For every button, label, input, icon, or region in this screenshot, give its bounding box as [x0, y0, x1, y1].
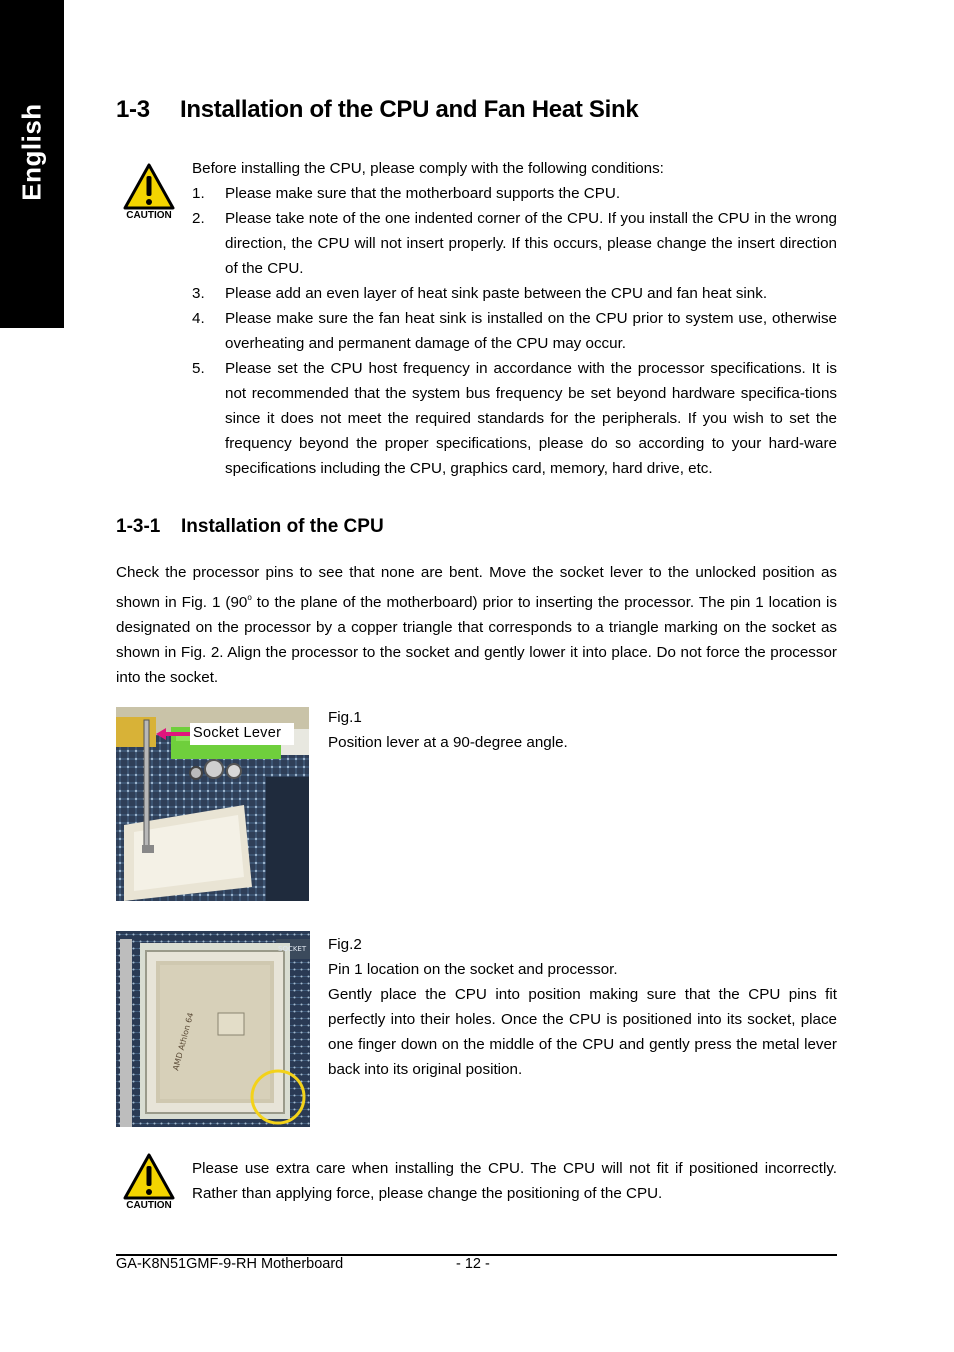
fig1-text: [328, 705, 837, 755]
fig2-caption: Pin 1 location on the socket and processor.: [328, 961, 618, 978]
section-title: [116, 96, 638, 124]
section-number: 1-3: [116, 96, 150, 123]
cpu-positioning-warning: Please use extra care when installing the CPU. The CPU will not fit if positioned incorrectly. Rather than applying force, please change the positioning of the CPU.: [192, 1160, 837, 1202]
subsection-title-text: Installation of the CPU: [181, 516, 384, 537]
language-tab-label: English: [16, 103, 47, 201]
chip-marking: AMD Athlon 64: [171, 1011, 196, 1072]
subsection-number: 1-3-1: [116, 516, 161, 537]
list-item: 4. Please make sure the fan heat sink is installed on the CPU prior to system use, otherwise overheating and permanent damage of the CPU may occur.: [192, 310, 837, 352]
fig1-caption: Position lever at a 90-degree angle.: [328, 734, 568, 751]
cpu-installation-paragraph: Check the processor pins to see that none are bent. Move the socket lever to the unlocked position as shown in Fig. 1 (90$^o$ to the plane of the motherboard) prior to inserting the processor. The pin 1 location is designated on the processor by a copper triangle that corresponds to a triangle marking on the socket as shown in Fig. 2. Align the processor to the socket and gently lower it into place. Do not force the processor into the socket.: [116, 564, 837, 686]
list-item: 2. Please take note of the one indented corner of the CPU. If you install the CPU in the wrong direction, the CPU will not insert properly. If this occurs, please change the insert direction of the CPU.: [192, 210, 837, 277]
caution-icon: [120, 1152, 178, 1214]
language-tab: [0, 0, 64, 328]
page-number: - 12 -: [456, 1256, 490, 1272]
caution-label: CAUTION: [126, 1200, 172, 1211]
socket-marking: SOCKET: [278, 945, 307, 953]
conditions-list: [192, 181, 837, 481]
list-item: 3. Please add an even layer of heat sink paste between the CPU and fan heat sink.: [192, 285, 768, 302]
warning-triangle-icon: [122, 162, 176, 212]
socket-lever-callout: Socket Lever: [193, 725, 282, 741]
caution-label: CAUTION: [126, 210, 172, 221]
fig2-text: [328, 932, 837, 1082]
fig1-label: Fig.1: [328, 709, 362, 726]
fig2-description: Gently place the CPU into position making sure that the CPU pins fit perfectly into their holes. Once the CPU is positioned into its socket, place one finger down on the middle of the CPU and gently press the metal lever back into its original position.: [328, 986, 837, 1078]
conditions-lead: Before installing the CPU, please comply with the following conditions:: [192, 160, 664, 177]
caution-icon: [120, 162, 178, 224]
list-item: 1. Please make sure that the motherboard supports the CPU.: [192, 185, 621, 202]
fig2-photo: [116, 931, 310, 1127]
warning-triangle-icon: [122, 1152, 176, 1202]
subsection-title: [116, 516, 384, 538]
fig2-label: Fig.2: [328, 936, 362, 953]
list-item: 5. Please set the CPU host frequency in accordance with the processor specifications. It is not recommended that the system bus frequency be set beyond hardware specifica-tions since it does not meet the required standards for the peripherals. If you wish to set the frequency beyond the proper specifications, please do so according to your hard-ware specifications including the CPU, graphics card, memory, hard drive, etc.: [192, 360, 837, 477]
section-title-text: Installation of the CPU and Fan Heat Sink: [180, 96, 639, 123]
footer-model: GA-K8N51GMF-9-RH Motherboard: [116, 1256, 344, 1272]
installation-conditions: [192, 156, 837, 481]
